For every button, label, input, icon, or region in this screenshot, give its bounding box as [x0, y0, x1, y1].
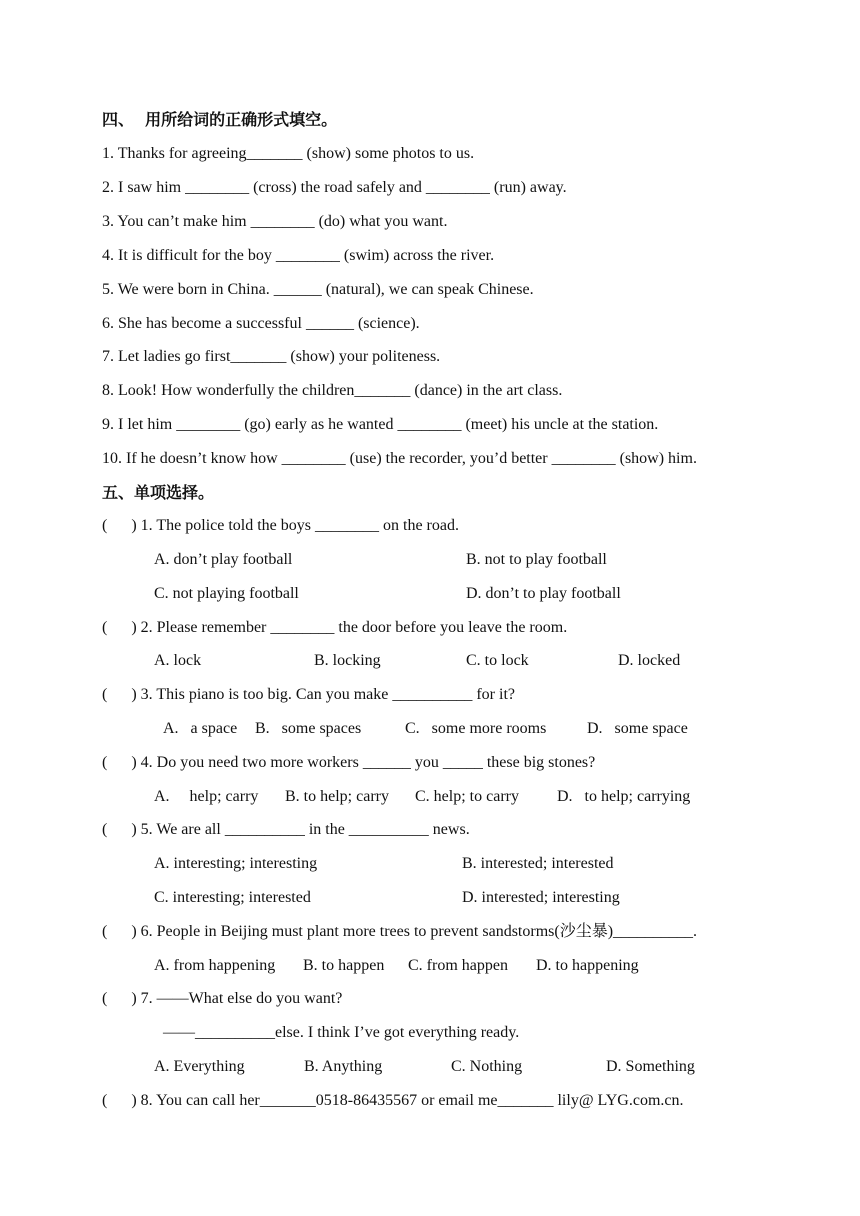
mc-question-7-option-a: A. Everything	[154, 1058, 245, 1075]
fill-blank-item-8: 8. Look! How wonderfully the children_______ (dance) in the art class.	[102, 382, 563, 399]
mc-question-3-stem: ( ) 3. This piano is too big. Can you make __________ for it?	[102, 686, 515, 703]
mc-question-4-stem: ( ) 4. Do you need two more workers ______ you _____ these big stones?	[102, 754, 596, 771]
mc-question-1-option-d: D. don’t to play football	[466, 585, 621, 602]
mc-question-7-option-d: D. Something	[606, 1058, 695, 1075]
mc-question-3-option-d: D. some space	[587, 720, 688, 737]
fill-blank-item-5: 5. We were born in China. ______ (natural), we can speak Chinese.	[102, 281, 534, 298]
fill-blank-item-6: 6. She has become a successful ______ (science).	[102, 315, 420, 332]
fill-blank-item-4: 4. It is difficult for the boy ________ (swim) across the river.	[102, 247, 495, 264]
mc-question-7-reply: ——__________else. I think I’ve got everything ready.	[163, 1024, 520, 1041]
mc-question-5-option-b: B. interested; interested	[462, 855, 614, 872]
mc-question-1-option-b: B. not to play football	[466, 551, 607, 568]
mc-question-6-stem: ( ) 6. People in Beijing must plant more trees to prevent sandstorms(沙尘暴)__________.	[102, 923, 698, 940]
mc-question-4-option-d: D. to help; carrying	[557, 788, 691, 805]
mc-question-1-option-c: C. not playing football	[154, 585, 299, 602]
fill-blank-item-2: 2. I saw him ________ (cross) the road safely and ________ (run) away.	[102, 179, 567, 196]
mc-question-4-option-b: B. to help; carry	[285, 788, 389, 805]
fill-blank-item-10: 10. If he doesn’t know how ________ (use) the recorder, you’d better ________ (show) him.	[102, 450, 697, 467]
mc-question-3-option-c: C. some more rooms	[405, 720, 547, 737]
section-5-heading: 五、单项选择。	[102, 483, 215, 502]
fill-blank-item-3: 3. You can’t make him ________ (do) what you want.	[102, 213, 448, 230]
fill-blank-item-1: 1. Thanks for agreeing_______ (show) some photos to us.	[102, 145, 475, 162]
mc-question-2-option-b: B. locking	[314, 652, 381, 669]
mc-question-7-stem: ( ) 7. ——What else do you want?	[102, 990, 343, 1007]
mc-question-2-stem: ( ) 2. Please remember ________ the door before you leave the room.	[102, 619, 568, 636]
mc-question-5-option-c: C. interesting; interested	[154, 889, 311, 906]
mc-question-3-option-b: B. some spaces	[255, 720, 362, 737]
section-4-heading: 四、 用所给词的正确形式填空。	[102, 110, 338, 129]
mc-question-2-option-a: A. lock	[154, 652, 202, 669]
mc-question-5-stem: ( ) 5. We are all __________ in the __________ news.	[102, 821, 470, 838]
mc-question-4-option-a: A. help; carry	[154, 788, 259, 805]
mc-question-8-stem: ( ) 8. You can call her_______0518-86435567 or email me_______ lily@ LYG.com.cn.	[102, 1092, 684, 1109]
mc-question-5-option-a: A. interesting; interesting	[154, 855, 318, 872]
mc-question-3-option-a: A. a space	[163, 720, 238, 737]
fill-blank-item-7: 7. Let ladies go first_______ (show) your politeness.	[102, 348, 441, 365]
mc-question-6-option-d: D. to happening	[536, 957, 639, 974]
mc-question-5-option-d: D. interested; interesting	[462, 889, 620, 906]
mc-question-6-option-b: B. to happen	[303, 957, 385, 974]
mc-question-7-option-b: B. Anything	[304, 1058, 383, 1075]
mc-question-7-option-c: C. Nothing	[451, 1058, 523, 1075]
mc-question-2-option-c: C. to lock	[466, 652, 529, 669]
mc-question-2-option-d: D. locked	[618, 652, 681, 669]
mc-question-6-option-c: C. from happen	[408, 957, 508, 974]
mc-question-1-option-a: A. don’t play football	[154, 551, 293, 568]
mc-question-1-stem: ( ) 1. The police told the boys ________ on the road.	[102, 517, 459, 534]
mc-question-4-option-c: C. help; to carry	[415, 788, 519, 805]
fill-blank-item-9: 9. I let him ________ (go) early as he wanted ________ (meet) his uncle at the station.	[102, 416, 659, 433]
mc-question-6-option-a: A. from happening	[154, 957, 276, 974]
